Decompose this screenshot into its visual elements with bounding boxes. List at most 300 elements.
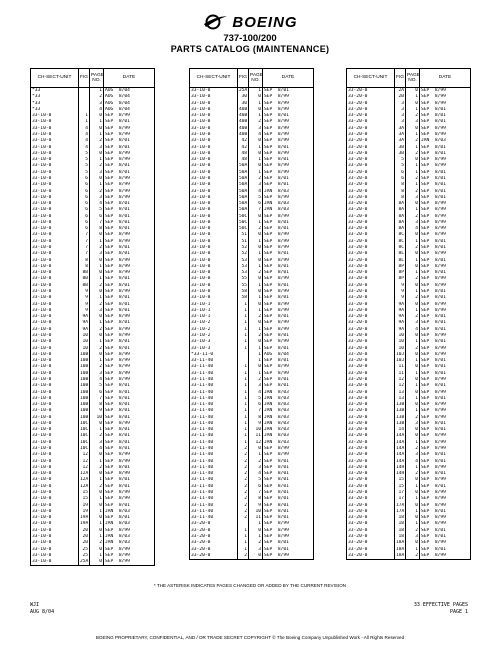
cell-chapter: *33: [31, 107, 79, 113]
cell-chapter: 33-10-0: [190, 138, 238, 144]
cell-fig: 1: [238, 364, 249, 370]
cell-date: SEP 8/01: [421, 383, 446, 389]
cell-chapter: 33-10-0: [31, 339, 79, 345]
cell-page: 0: [90, 289, 104, 295]
cell-date: SEP 8/99: [264, 446, 289, 452]
cell-page: 11: [249, 515, 263, 521]
cell-date: SEP 8/99: [105, 332, 130, 338]
cell-date: SEP 8/01: [264, 157, 289, 163]
cell-fig: 20: [79, 528, 90, 534]
cell-page: 2: [90, 465, 104, 471]
cell-fig: 58: [238, 289, 249, 295]
cell-fig: 2: [238, 496, 249, 502]
cell-date: SEP 8/01: [105, 207, 130, 213]
cell-date: AUG 8/04: [105, 100, 130, 106]
cell-page: 1: [249, 358, 263, 364]
cell-date: SEP 8/99: [421, 157, 446, 163]
cell-fig: 14A: [396, 458, 405, 464]
cell-date: SEP 8/01: [421, 144, 446, 150]
cell-date: SEP 8/01: [105, 345, 130, 351]
cell-chapter: 33-20-0: [347, 182, 395, 188]
cell-fig: 10: [79, 333, 90, 339]
cell-fig: 42: [238, 138, 249, 144]
cell-page: 3: [406, 421, 420, 427]
cell-fig: 13: [395, 390, 406, 396]
cell-chapter: 33-10-0: [31, 484, 79, 490]
cell-page: 1: [90, 358, 104, 364]
cell-chapter: 33-10-0: [190, 132, 238, 138]
cell-page: 2: [406, 415, 420, 421]
cell-fig: 10C: [80, 427, 89, 433]
cell-page: 1: [249, 170, 263, 176]
cell-fig: 1: [238, 528, 249, 534]
cell-page: 0: [406, 540, 420, 546]
cell-chapter: 33-10-0: [31, 258, 79, 264]
cell-date: JAN 8/03: [105, 533, 130, 539]
cell-date: SEP 8/99: [264, 301, 289, 307]
cell-chapter: 33-11-40: [190, 402, 238, 408]
cell-date: SEP 8/01: [105, 163, 130, 169]
cell-date: SEP 8/01: [421, 289, 446, 294]
cell-date: SEP 8/01: [421, 326, 446, 332]
cell-chapter: 33-11-40: [190, 452, 238, 458]
cell-page: 2: [249, 459, 263, 465]
cell-page: 1: [249, 251, 263, 257]
cell-fig: 8A: [395, 207, 406, 213]
cell-page: 3: [90, 195, 104, 201]
cell-page: 1: [90, 339, 104, 345]
cell-fig: 4: [79, 138, 90, 144]
cell-fig: 58: [238, 295, 249, 301]
cell-page: 3: [406, 119, 420, 125]
cell-fig: 50A: [239, 175, 248, 181]
cell-fig: 3A: [395, 138, 406, 144]
cell-page: 2: [249, 377, 263, 383]
cell-page: 3: [406, 195, 420, 201]
cell-fig: 8A: [395, 220, 406, 226]
cell-page: 7: [90, 220, 104, 226]
page-header: [0, 12, 500, 54]
cell-fig: 8A: [395, 214, 406, 220]
header-date: DATE: [104, 69, 155, 88]
cell-page: 0: [406, 157, 420, 163]
cell-page: 1: [406, 308, 420, 314]
cell-page: 2: [249, 226, 263, 232]
cell-fig: 10B: [80, 370, 89, 376]
cell-date: SEP 8/01: [264, 175, 289, 181]
cell-chapter: 33-20-0: [347, 503, 395, 509]
cell-fig: 1: [79, 113, 90, 119]
cell-page: 0: [406, 477, 420, 483]
header-chapter: CH-SECT-UNIT: [347, 69, 395, 88]
cell-date: SEP 8/99: [264, 521, 289, 527]
cell-fig: 1: [238, 327, 249, 333]
cell-fig: 9: [395, 295, 406, 301]
cell-chapter: *33-11-0: [190, 352, 238, 358]
cell-date: JAN 8/03: [264, 439, 289, 445]
cell-date: SEP 8/01: [105, 226, 130, 232]
cell-page: 1: [406, 358, 420, 364]
cell-chapter: 33-10-0: [31, 289, 79, 295]
cell-chapter: 33-10-1: [190, 308, 238, 314]
cell-fig: 1: [238, 302, 249, 308]
cell-fig: 6: [79, 201, 90, 207]
cell-date: SEP 8/01: [264, 502, 289, 508]
cell-page: 0: [406, 503, 420, 509]
cell-date: JAN 8/03: [264, 188, 289, 194]
cell-chapter: 33-20-0: [347, 214, 395, 220]
cell-date: SEP 8/99: [421, 332, 446, 338]
cell-page: 10: [249, 509, 263, 515]
cell-date: JAN 8/03: [264, 395, 289, 401]
cell-chapter: 33-10-0: [190, 276, 238, 282]
cell-fig: 6: [79, 214, 90, 220]
cell-fig: 10: [79, 346, 90, 352]
cell-chapter: 33-20-0: [347, 427, 395, 433]
cell-date: SEP 8/01: [105, 464, 130, 470]
cell-date: SEP 8/99: [105, 289, 130, 294]
cell-chapter: 33-11-40: [190, 496, 238, 502]
cell-page: 2: [249, 119, 263, 125]
cell-date: SEP 8/01: [105, 439, 130, 445]
table-row: [31, 88, 154, 95]
cell-chapter: 33-10-0: [31, 440, 79, 446]
cell-chapter: 33-10-0: [31, 182, 79, 188]
cell-fig: 10B: [80, 376, 89, 382]
cell-fig: 6: [79, 189, 90, 195]
cell-fig: 12A: [80, 483, 89, 489]
cell-fig: 10B: [80, 364, 89, 370]
cell-fig: 9A: [395, 320, 406, 326]
cell-fig: 25A: [80, 559, 89, 565]
cell-fig: 8A: [395, 201, 406, 207]
cell-fig: 10B: [80, 395, 89, 401]
cell-page: 0: [249, 245, 263, 251]
cell-chapter: 33-10-0: [31, 515, 79, 521]
cell-chapter: 33-10-0: [31, 459, 79, 465]
cell-page: 1: [249, 452, 263, 458]
cell-fig: 53: [238, 270, 249, 276]
cell-page: 2: [90, 346, 104, 352]
cell-page: 2: [90, 364, 104, 370]
cell-chapter: 33-10-0: [31, 176, 79, 182]
cell-fig: 2: [238, 515, 249, 521]
cell-page: 0: [90, 314, 104, 320]
cell-page: 8: [90, 226, 104, 232]
cell-fig: 10B: [80, 383, 89, 389]
cell-date: SEP 8/01: [264, 496, 289, 502]
cell-chapter: 33-20-0: [347, 113, 395, 119]
cell-date: SEP 8/99: [264, 94, 289, 100]
cell-fig: 25: [79, 547, 90, 553]
cell-date: SEP 8/01: [264, 515, 289, 521]
cell-fig: 15: [395, 477, 406, 483]
cell-page: 2: [406, 214, 420, 220]
cell-date: SEP 8/99: [421, 307, 446, 313]
cell-chapter: 33-10-0: [31, 547, 79, 553]
cell-page: 1: [249, 295, 263, 301]
cell-fig: 2: [238, 459, 249, 465]
cell-chapter: 33-20-0: [190, 534, 238, 540]
cell-fig: 14: [395, 427, 406, 433]
cell-fig: 1: [238, 308, 249, 314]
cell-fig: 6: [395, 170, 406, 176]
cell-fig: 2B: [395, 94, 406, 100]
cell-chapter: 33-10-0: [190, 251, 238, 257]
cell-fig: 17A: [396, 508, 405, 514]
cell-page: 1: [90, 132, 104, 138]
cell-page: 3: [406, 534, 420, 540]
cell-chapter: 33-11-40: [190, 509, 238, 515]
cell-date: SEP 8/01: [421, 314, 446, 320]
cell-page: 6: [249, 201, 263, 207]
cell-page: 2: [406, 471, 420, 477]
cell-date: SEP 8/01: [105, 389, 130, 395]
cell-page: 9: [90, 408, 104, 414]
cell-fig: 20: [79, 540, 90, 546]
cell-date: SEP 8/99: [264, 131, 289, 137]
cell-fig: 11: [395, 371, 406, 377]
cell-fig: 10C: [80, 439, 89, 445]
cell-chapter: 33-20-0: [347, 308, 395, 314]
cell-fig: 10: [395, 333, 406, 339]
cell-page: 3: [249, 465, 263, 471]
cell-chapter: 33-11-40: [190, 358, 238, 364]
cell-date: SEP 8/99: [421, 226, 446, 232]
cell-page: 2: [249, 176, 263, 182]
cell-chapter: 33-20-0: [347, 346, 395, 352]
cell-page: 2: [406, 553, 420, 559]
cell-chapter: 33-20-0: [347, 440, 395, 446]
cell-date: SEP 8/01: [421, 527, 446, 533]
cell-date: SEP 8/01: [264, 490, 289, 495]
cell-fig: 10J: [396, 358, 405, 364]
cell-fig: 1: [238, 427, 249, 433]
cell-chapter: 33-11-40: [190, 471, 238, 477]
cell-fig: 14A: [396, 446, 405, 452]
cell-page: 1: [406, 239, 420, 245]
cell-chapter: 33-20-0: [347, 553, 395, 559]
cell-page: 1: [406, 289, 420, 295]
cell-page: 3: [406, 320, 420, 326]
cell-fig: 5: [79, 157, 90, 163]
cell-page: 2: [90, 245, 104, 251]
cell-page: 2: [406, 138, 420, 144]
cell-chapter: 33-20-0: [347, 289, 395, 295]
cell-date: SEP 8/99: [105, 552, 130, 558]
cell-date: SEP 8/01: [264, 540, 289, 546]
cell-date: SEP 8/99: [264, 307, 289, 313]
cell-page: 0: [249, 276, 263, 282]
cell-fig: 1: [238, 377, 249, 383]
cell-page: 3: [406, 220, 420, 226]
header-fig: FIG: [395, 69, 406, 88]
cell-page: 0: [406, 390, 420, 396]
cell-page: 5: [249, 396, 263, 402]
cell-chapter: 33-20-0: [347, 383, 395, 389]
cell-fig: 4: [79, 126, 90, 132]
cell-date: SEP 8/01: [105, 402, 130, 408]
cell-page: 5: [90, 383, 104, 389]
header-date: DATE: [263, 69, 314, 88]
cell-chapter: 33-10-0: [31, 214, 79, 220]
cell-date: SEP 8/99: [264, 119, 289, 125]
cell-chapter: 33-20-0: [347, 364, 395, 370]
cell-fig: 50A: [239, 163, 248, 169]
cell-chapter: 33-10-0: [190, 176, 238, 182]
cell-fig: 8C: [395, 245, 406, 251]
cell-fig: 50A: [239, 169, 248, 175]
cell-fig: 9: [79, 302, 90, 308]
cell-page: 7: [249, 408, 263, 414]
cell-fig: 1: [238, 433, 249, 439]
cell-page: 1: [406, 258, 420, 264]
cell-chapter: 33-10-2: [190, 320, 238, 326]
cell-fig: 1: [238, 421, 249, 427]
cell-date: SEP 8/01: [105, 169, 130, 175]
cell-chapter: 33-11-40: [190, 421, 238, 427]
cell-date: SEP 8/01: [105, 201, 130, 207]
cell-date: SEP 8/99: [105, 420, 130, 426]
cell-chapter: 33-20-0: [347, 151, 395, 157]
cell-fig: 7: [79, 239, 90, 245]
cell-fig: 5: [79, 170, 90, 176]
header-page: PAGE NO.: [406, 69, 420, 88]
cell-page: 0: [90, 547, 104, 553]
cell-date: SEP 8/99: [421, 515, 446, 521]
cell-date: SEP 8/99: [105, 326, 130, 332]
cell-fig: 50C: [239, 226, 248, 232]
cell-chapter: 33-10-0: [31, 232, 79, 238]
cell-chapter: 33-20-0: [347, 276, 395, 282]
cell-fig: 4: [79, 145, 90, 151]
cell-date: SEP 8/99: [264, 245, 289, 251]
cell-page: 5: [249, 477, 263, 483]
cell-fig: 40B: [239, 119, 248, 125]
cell-page: 1: [249, 157, 263, 163]
cell-fig: 1: [79, 119, 90, 125]
cell-page: 2: [90, 94, 104, 100]
cell-page: 4: [249, 132, 263, 138]
cell-date: SEP 8/99: [264, 257, 289, 263]
cell-fig: 2A: [395, 88, 406, 95]
cell-page: 1: [249, 283, 263, 289]
cell-date: JAN 8/03: [105, 508, 130, 514]
cell-page: 1: [90, 182, 104, 188]
cell-fig: 10C: [80, 433, 89, 439]
cell-fig: 6: [79, 220, 90, 226]
cell-page: 4: [249, 390, 263, 396]
cell-page: 0: [406, 101, 420, 107]
cell-chapter: 33-10-1: [190, 314, 238, 320]
cell-page: 0: [90, 113, 104, 119]
cell-chapter: 33-20-0: [347, 107, 395, 113]
cell-date: JAN 8/03: [264, 433, 289, 439]
cell-chapter: 33-10-0: [31, 383, 79, 389]
cell-date: SEP 8/99: [421, 201, 446, 207]
cell-chapter: 33-20-0: [347, 415, 395, 421]
cell-chapter: 33-10-0: [190, 270, 238, 276]
cell-chapter: 33-20-0: [347, 452, 395, 458]
cell-date: SEP 8/99: [264, 364, 289, 370]
cell-fig: 8B: [79, 270, 90, 276]
cell-date: SEP 8/99: [264, 232, 289, 238]
cell-fig: 18: [395, 515, 406, 521]
cell-fig: 1: [238, 390, 249, 396]
cell-chapter: 33-20-0: [347, 465, 395, 471]
cell-date: SEP 8/01: [105, 433, 130, 439]
cell-chapter: 33-10-0: [31, 119, 79, 125]
cell-chapter: 33-11-40: [190, 440, 238, 446]
cell-chapter: 33-10-0: [31, 138, 79, 144]
cell-chapter: 33-10-0: [31, 195, 79, 201]
cell-chapter: 33-10-0: [190, 182, 238, 188]
cell-chapter: 33-20-0: [347, 528, 395, 534]
cell-date: SEP 8/01: [105, 339, 130, 345]
cell-chapter: 33-20-0: [190, 553, 238, 559]
cell-chapter: 33-20-0: [347, 509, 395, 515]
cell-page: 1: [406, 207, 420, 213]
cell-page: 3: [249, 126, 263, 132]
cell-fig: 14H: [396, 471, 405, 477]
cell-date: SEP 8/01: [421, 188, 446, 194]
cell-date: SEP 8/99: [264, 533, 289, 539]
cell-chapter: 33-10-0: [31, 333, 79, 339]
cell-fig: 40B: [239, 125, 248, 131]
cell-date: SEP 8/99: [421, 433, 446, 439]
cell-chapter: 33-10-0: [190, 94, 238, 100]
cell-date: SEP 8/99: [421, 502, 446, 508]
cell-chapter: 33-20-0: [347, 421, 395, 427]
cell-page: 0: [406, 302, 420, 308]
cell-date: SEP 8/99: [264, 163, 289, 169]
cell-date: SEP 8/01: [421, 113, 446, 119]
cell-fig: 10: [79, 339, 90, 345]
cell-page: 1: [406, 170, 420, 176]
cell-date: SEP 8/01: [264, 182, 289, 188]
cell-page: 11: [249, 433, 263, 439]
cell-date: SEP 8/99: [421, 232, 446, 238]
cell-chapter: 33-10-0: [190, 163, 238, 169]
cell-date: SEP 8/99: [264, 150, 289, 156]
cell-fig: 15: [79, 496, 90, 502]
cell-fig: 11: [395, 364, 406, 370]
cell-chapter: 33-20-0: [347, 157, 395, 163]
cell-date: SEP 8/99: [105, 188, 130, 194]
cell-page: 0: [90, 421, 104, 427]
cell-page: 2: [406, 276, 420, 282]
cell-fig: 6: [79, 176, 90, 182]
cell-chapter: 33-20-0: [347, 446, 395, 452]
cell-date: SEP 8/01: [105, 219, 130, 225]
cell-page: 0: [90, 151, 104, 157]
cell-fig: 53: [238, 258, 249, 264]
cell-date: SEP 8/01: [264, 458, 289, 464]
cell-page: 0: [406, 201, 420, 207]
cell-page: 1: [406, 509, 420, 515]
cell-chapter: 33-10-0: [31, 408, 79, 414]
cell-fig: 8B: [79, 283, 90, 289]
cell-date: SEP 8/99: [264, 276, 289, 282]
cell-page: 1: [406, 94, 420, 100]
cell-fig: 18A: [396, 540, 405, 546]
cell-chapter: 33-10-0: [31, 320, 79, 326]
cell-chapter: 33-20-0: [347, 119, 395, 125]
cell-date: SEP 8/01: [421, 238, 446, 244]
cell-date: JAN 8/03: [264, 408, 289, 414]
cell-chapter: 33-10-0: [190, 113, 238, 119]
cell-date: JAN 8/03: [421, 138, 446, 144]
